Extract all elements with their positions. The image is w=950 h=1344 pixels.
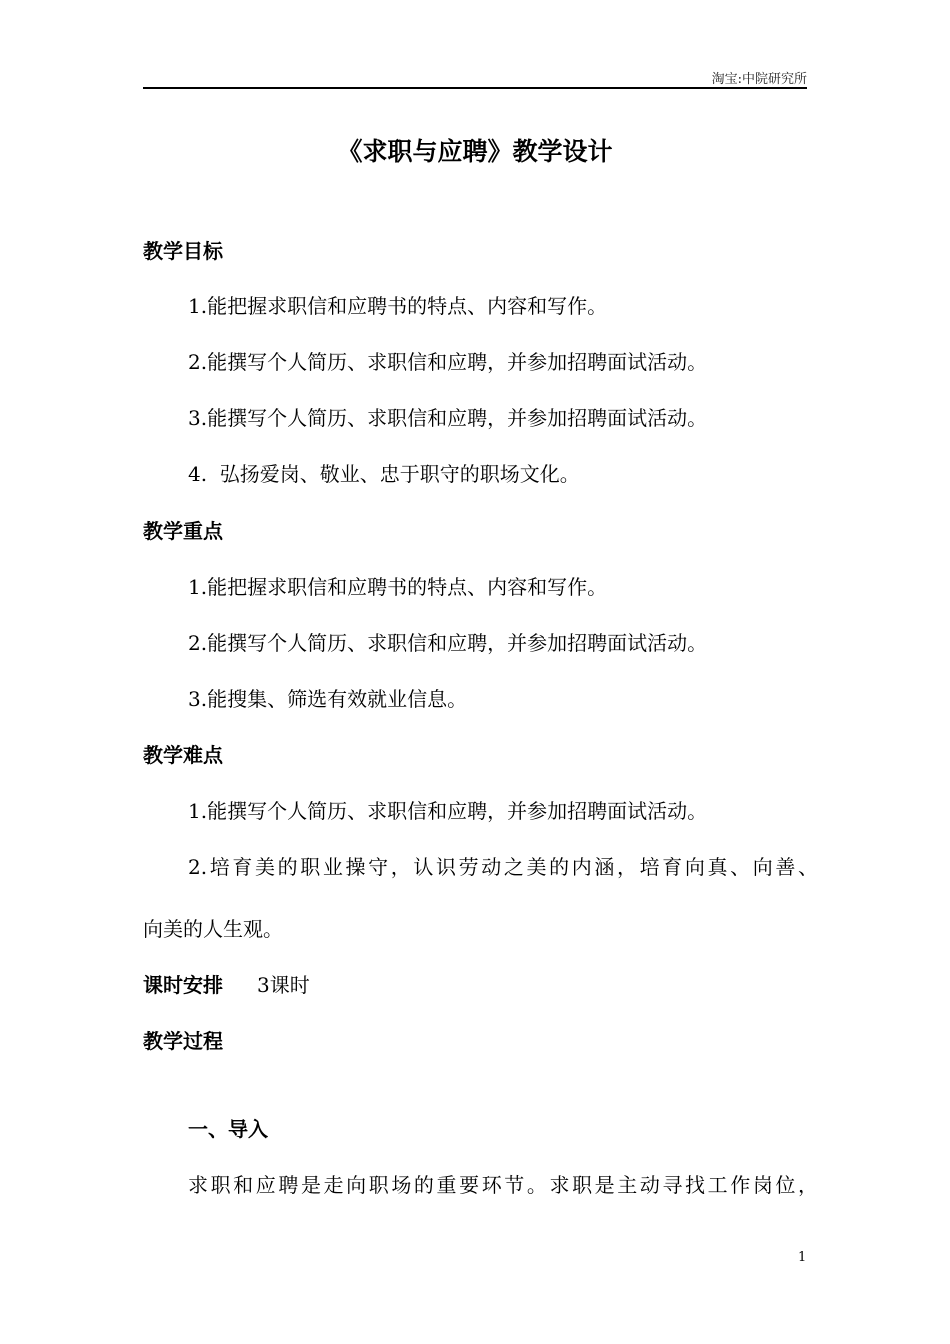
key-point-item-1: 1.能把握求职信和应聘书的特点、内容和写作。 — [188, 575, 608, 599]
difficulty-item-2: 2.培育美的职业操守，认识劳动之美的内涵，培育向真、向善、 — [188, 855, 818, 879]
difficulty-item-1: 1.能撰写个人简历、求职信和应聘，并参加招聘面试活动。 — [188, 799, 708, 823]
schedule-row — [143, 971, 807, 999]
difficulties-heading: 教学难点 — [143, 743, 223, 767]
schedule-heading: 课时安排 — [143, 973, 223, 997]
header-rule — [143, 87, 807, 89]
objective-item-3: 3.能撰写个人简历、求职信和应聘，并参加招聘面试活动。 — [188, 406, 708, 430]
difficulty-item-2-continuation: 向美的人生观。 — [143, 917, 283, 941]
schedule-value: 3课时 — [257, 973, 310, 997]
process-subheading: 一、导入 — [188, 1117, 268, 1141]
objective-item-4: 4. 弘扬爱岗、敬业、忠于职守的职场文化。 — [188, 462, 580, 486]
header-text: 淘宝:中院研究所 — [711, 72, 807, 87]
key-point-item-3: 3.能搜集、筛选有效就业信息。 — [188, 687, 468, 711]
page-number: 1 — [798, 1250, 807, 1265]
objective-item-1: 1.能把握求职信和应聘书的特点、内容和写作。 — [188, 294, 608, 318]
key-points-heading: 教学重点 — [143, 519, 223, 543]
document-title: 《求职与应聘》教学设计 — [337, 137, 613, 166]
objective-item-2: 2.能撰写个人简历、求职信和应聘，并参加招聘面试活动。 — [188, 350, 708, 374]
process-heading: 教学过程 — [143, 1029, 223, 1053]
key-point-item-2: 2.能撰写个人简历、求职信和应聘，并参加招聘面试活动。 — [188, 631, 708, 655]
process-paragraph: 求职和应聘是走向职场的重要环节。求职是主动寻找工作岗位， — [188, 1173, 818, 1197]
objectives-heading: 教学目标 — [143, 239, 223, 263]
